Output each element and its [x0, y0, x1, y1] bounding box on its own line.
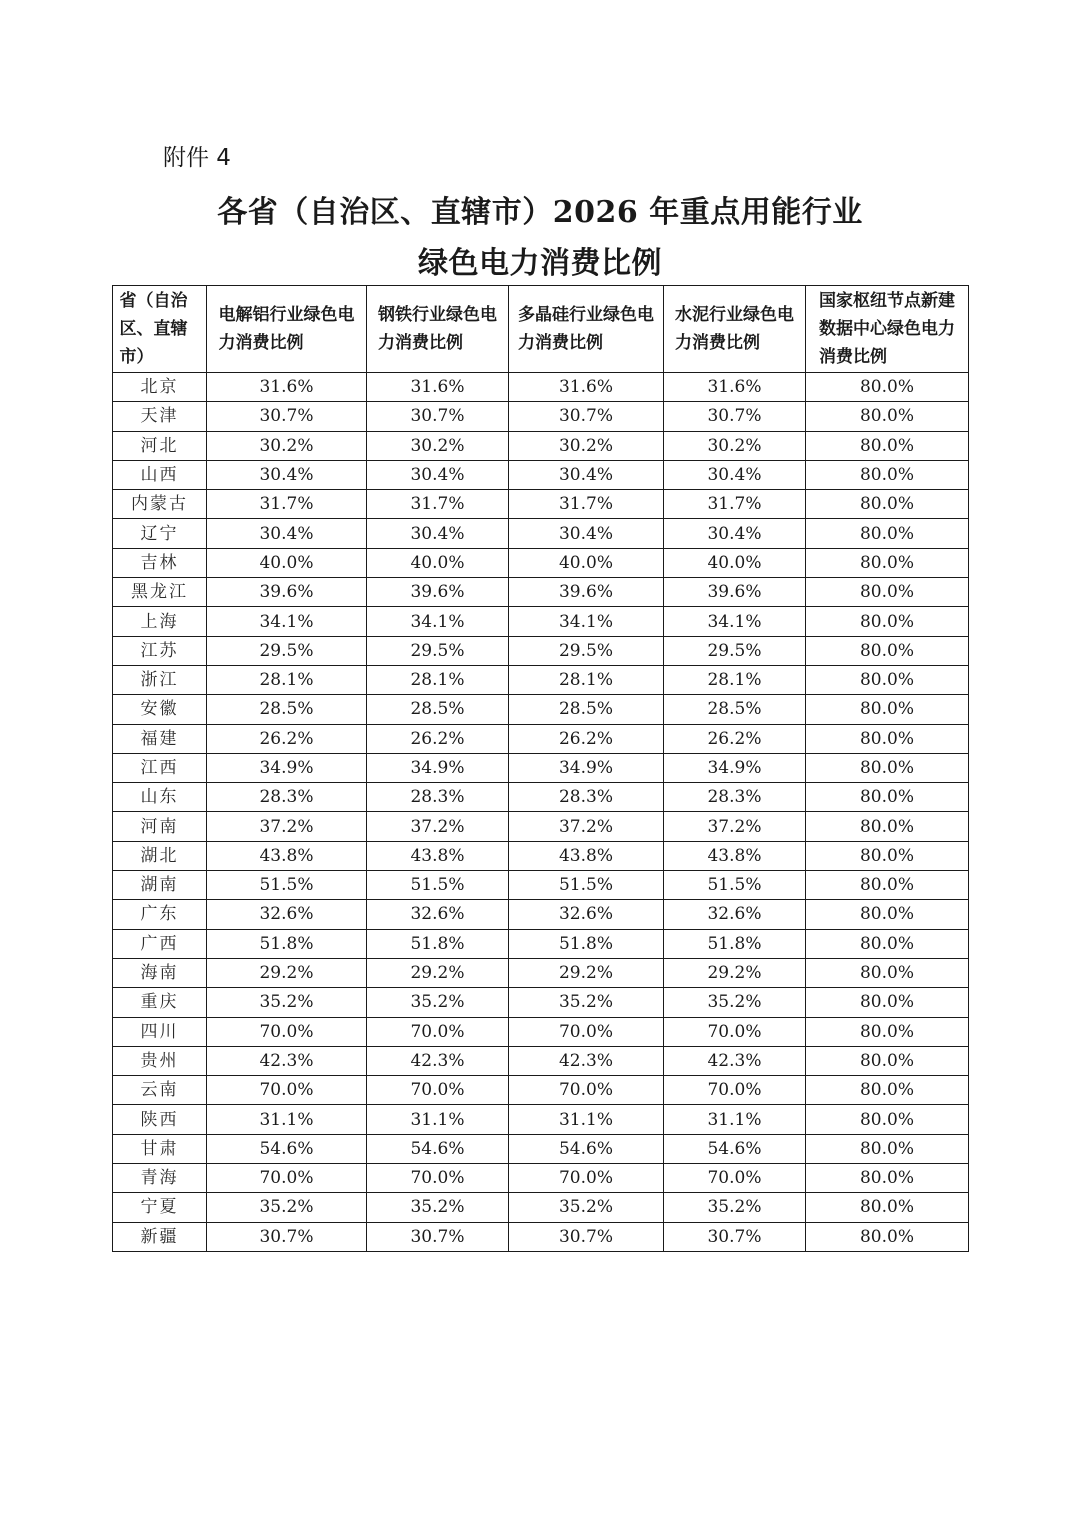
polysilicon-ratio-cell: 54.6% — [509, 1134, 664, 1163]
steel-ratio-cell: 40.0% — [367, 548, 509, 577]
steel-ratio-cell: 28.1% — [367, 665, 509, 694]
table-row — [113, 1105, 969, 1134]
cement-ratio-cell: 29.2% — [664, 958, 806, 987]
province-cell: 江西 — [113, 753, 207, 782]
aluminum-ratio-cell: 42.3% — [207, 1046, 367, 1075]
province-cell: 内蒙古 — [113, 490, 207, 519]
aluminum-ratio-cell: 70.0% — [207, 1017, 367, 1046]
province-cell: 浙江 — [113, 665, 207, 694]
aluminum-ratio-cell: 51.8% — [207, 929, 367, 958]
steel-ratio-cell: 30.4% — [367, 460, 509, 489]
steel-ratio-cell: 39.6% — [367, 578, 509, 607]
polysilicon-ratio-cell: 51.5% — [509, 871, 664, 900]
cement-ratio-cell: 31.7% — [664, 490, 806, 519]
cement-ratio-cell: 30.2% — [664, 431, 806, 460]
data-center-ratio-cell: 80.0% — [806, 724, 969, 753]
table-row — [113, 929, 969, 958]
header-cement-label: 水泥行业绿色电力消费比例 — [675, 305, 794, 353]
data-center-ratio-cell: 80.0% — [806, 1193, 969, 1222]
steel-ratio-cell: 34.9% — [367, 753, 509, 782]
aluminum-ratio-cell: 29.5% — [207, 636, 367, 665]
table-row — [113, 490, 969, 519]
data-center-ratio-cell: 80.0% — [806, 812, 969, 841]
polysilicon-ratio-cell: 28.3% — [509, 783, 664, 812]
aluminum-ratio-cell: 34.1% — [207, 607, 367, 636]
aluminum-ratio-cell: 35.2% — [207, 1193, 367, 1222]
data-center-ratio-cell: 80.0% — [806, 431, 969, 460]
cement-ratio-cell: 35.2% — [664, 1193, 806, 1222]
province-cell: 安徽 — [113, 695, 207, 724]
province-cell: 天津 — [113, 402, 207, 431]
table-body — [113, 373, 969, 1252]
table-row — [113, 871, 969, 900]
table-row — [113, 460, 969, 489]
table-row — [113, 548, 969, 577]
table-row — [113, 578, 969, 607]
table-row — [113, 1046, 969, 1075]
steel-ratio-cell: 51.5% — [367, 871, 509, 900]
polysilicon-ratio-cell: 35.2% — [509, 988, 664, 1017]
cement-ratio-cell: 34.9% — [664, 753, 806, 782]
table-row — [113, 1164, 969, 1193]
steel-ratio-cell: 43.8% — [367, 841, 509, 870]
polysilicon-ratio-cell: 29.2% — [509, 958, 664, 987]
province-cell: 广东 — [113, 900, 207, 929]
aluminum-ratio-cell: 54.6% — [207, 1134, 367, 1163]
cement-ratio-cell: 34.1% — [664, 607, 806, 636]
province-cell: 贵州 — [113, 1046, 207, 1075]
table-row — [113, 841, 969, 870]
polysilicon-ratio-cell: 28.1% — [509, 665, 664, 694]
header-aluminum-label: 电解铝行业绿色电力消费比例 — [218, 305, 355, 353]
province-cell: 海南 — [113, 958, 207, 987]
table-row — [113, 1017, 969, 1046]
data-center-ratio-cell: 80.0% — [806, 1046, 969, 1075]
steel-ratio-cell: 31.7% — [367, 490, 509, 519]
table-row — [113, 783, 969, 812]
data-center-ratio-cell: 80.0% — [806, 1164, 969, 1193]
aluminum-ratio-cell: 28.5% — [207, 695, 367, 724]
data-center-ratio-cell: 80.0% — [806, 548, 969, 577]
data-center-ratio-cell: 80.0% — [806, 1222, 969, 1251]
header-data-center — [806, 286, 969, 373]
header-cement — [664, 286, 806, 373]
aluminum-ratio-cell: 32.6% — [207, 900, 367, 929]
steel-ratio-cell: 51.8% — [367, 929, 509, 958]
cement-ratio-cell: 51.5% — [664, 871, 806, 900]
steel-ratio-cell: 29.5% — [367, 636, 509, 665]
province-cell: 北京 — [113, 373, 207, 402]
cement-ratio-cell: 43.8% — [664, 841, 806, 870]
table-row — [113, 812, 969, 841]
cement-ratio-cell: 70.0% — [664, 1164, 806, 1193]
polysilicon-ratio-cell: 26.2% — [509, 724, 664, 753]
aluminum-ratio-cell: 30.7% — [207, 1222, 367, 1251]
table-row — [113, 402, 969, 431]
province-cell: 青海 — [113, 1164, 207, 1193]
aluminum-ratio-cell: 40.0% — [207, 548, 367, 577]
province-cell: 陕西 — [113, 1105, 207, 1134]
cement-ratio-cell: 30.4% — [664, 519, 806, 548]
cement-ratio-cell: 70.0% — [664, 1017, 806, 1046]
province-cell: 上海 — [113, 607, 207, 636]
table-row — [113, 724, 969, 753]
table-row — [113, 431, 969, 460]
table-row — [113, 695, 969, 724]
polysilicon-ratio-cell: 34.9% — [509, 753, 664, 782]
aluminum-ratio-cell: 39.6% — [207, 578, 367, 607]
data-center-ratio-cell: 80.0% — [806, 988, 969, 1017]
table-row — [113, 753, 969, 782]
table-row — [113, 373, 969, 402]
steel-ratio-cell: 30.2% — [367, 431, 509, 460]
cement-ratio-cell: 42.3% — [664, 1046, 806, 1075]
table-row — [113, 900, 969, 929]
data-center-ratio-cell: 80.0% — [806, 578, 969, 607]
table-row — [113, 665, 969, 694]
province-cell: 湖北 — [113, 841, 207, 870]
data-center-ratio-cell: 80.0% — [806, 695, 969, 724]
steel-ratio-cell: 35.2% — [367, 988, 509, 1017]
steel-ratio-cell: 26.2% — [367, 724, 509, 753]
header-steel-label: 钢铁行业绿色电力消费比例 — [378, 305, 497, 353]
steel-ratio-cell: 31.1% — [367, 1105, 509, 1134]
cement-ratio-cell: 28.1% — [664, 665, 806, 694]
aluminum-ratio-cell: 30.4% — [207, 519, 367, 548]
steel-ratio-cell: 37.2% — [367, 812, 509, 841]
header-steel — [367, 286, 509, 373]
province-cell: 辽宁 — [113, 519, 207, 548]
data-center-ratio-cell: 80.0% — [806, 636, 969, 665]
aluminum-ratio-cell: 26.2% — [207, 724, 367, 753]
province-cell: 山东 — [113, 783, 207, 812]
attachment-label: 附件 4 — [163, 145, 231, 171]
polysilicon-ratio-cell: 39.6% — [509, 578, 664, 607]
polysilicon-ratio-cell: 31.6% — [509, 373, 664, 402]
table-row — [113, 1076, 969, 1105]
table-row — [113, 958, 969, 987]
cement-ratio-cell: 40.0% — [664, 548, 806, 577]
cement-ratio-cell: 30.7% — [664, 402, 806, 431]
data-center-ratio-cell: 80.0% — [806, 373, 969, 402]
data-center-ratio-cell: 80.0% — [806, 1017, 969, 1046]
data-center-ratio-cell: 80.0% — [806, 665, 969, 694]
steel-ratio-cell: 30.7% — [367, 1222, 509, 1251]
data-center-ratio-cell: 80.0% — [806, 519, 969, 548]
cement-ratio-cell: 30.4% — [664, 460, 806, 489]
province-cell: 黑龙江 — [113, 578, 207, 607]
data-center-ratio-cell: 80.0% — [806, 1076, 969, 1105]
cement-ratio-cell: 54.6% — [664, 1134, 806, 1163]
table-row — [113, 1222, 969, 1251]
province-cell: 广西 — [113, 929, 207, 958]
province-cell: 云南 — [113, 1076, 207, 1105]
table-row — [113, 1193, 969, 1222]
province-cell: 四川 — [113, 1017, 207, 1046]
cement-ratio-cell: 30.7% — [664, 1222, 806, 1251]
steel-ratio-cell: 70.0% — [367, 1017, 509, 1046]
steel-ratio-cell: 35.2% — [367, 1193, 509, 1222]
document-title-line-1: 各省（自治区、直辖市）2026 年重点用能行业 — [217, 195, 863, 230]
aluminum-ratio-cell: 31.6% — [207, 373, 367, 402]
aluminum-ratio-cell: 30.7% — [207, 402, 367, 431]
steel-ratio-cell: 28.5% — [367, 695, 509, 724]
cement-ratio-cell: 31.6% — [664, 373, 806, 402]
polysilicon-ratio-cell: 40.0% — [509, 548, 664, 577]
header-province-label: 省（自治区、直辖市） — [119, 291, 188, 367]
steel-ratio-cell: 31.6% — [367, 373, 509, 402]
polysilicon-ratio-cell: 37.2% — [509, 812, 664, 841]
data-center-ratio-cell: 80.0% — [806, 929, 969, 958]
table-row — [113, 988, 969, 1017]
data-center-ratio-cell: 80.0% — [806, 1105, 969, 1134]
data-center-ratio-cell: 80.0% — [806, 783, 969, 812]
cement-ratio-cell: 32.6% — [664, 900, 806, 929]
steel-ratio-cell: 30.4% — [367, 519, 509, 548]
cement-ratio-cell: 39.6% — [664, 578, 806, 607]
document-title-line-2: 绿色电力消费比例 — [418, 246, 662, 281]
province-cell: 甘肃 — [113, 1134, 207, 1163]
polysilicon-ratio-cell: 42.3% — [509, 1046, 664, 1075]
polysilicon-ratio-cell: 70.0% — [509, 1076, 664, 1105]
header-province — [113, 286, 207, 373]
polysilicon-ratio-cell: 30.7% — [509, 402, 664, 431]
data-center-ratio-cell: 80.0% — [806, 607, 969, 636]
header-aluminum — [207, 286, 367, 373]
steel-ratio-cell: 30.7% — [367, 402, 509, 431]
polysilicon-ratio-cell: 70.0% — [509, 1164, 664, 1193]
polysilicon-ratio-cell: 31.1% — [509, 1105, 664, 1134]
data-center-ratio-cell: 80.0% — [806, 871, 969, 900]
aluminum-ratio-cell: 29.2% — [207, 958, 367, 987]
steel-ratio-cell: 32.6% — [367, 900, 509, 929]
data-center-ratio-cell: 80.0% — [806, 490, 969, 519]
province-cell: 河北 — [113, 431, 207, 460]
aluminum-ratio-cell: 30.4% — [207, 460, 367, 489]
data-center-ratio-cell: 80.0% — [806, 460, 969, 489]
province-cell: 吉林 — [113, 548, 207, 577]
province-cell: 重庆 — [113, 988, 207, 1017]
header-polysilicon-label: 多晶硅行业绿色电力消费比例 — [518, 305, 654, 353]
data-center-ratio-cell: 80.0% — [806, 402, 969, 431]
province-cell: 江苏 — [113, 636, 207, 665]
data-center-ratio-cell: 80.0% — [806, 841, 969, 870]
data-center-ratio-cell: 80.0% — [806, 900, 969, 929]
cement-ratio-cell: 51.8% — [664, 929, 806, 958]
steel-ratio-cell: 54.6% — [367, 1134, 509, 1163]
polysilicon-ratio-cell: 30.4% — [509, 519, 664, 548]
aluminum-ratio-cell: 37.2% — [207, 812, 367, 841]
table-row — [113, 636, 969, 665]
province-cell: 山西 — [113, 460, 207, 489]
header-polysilicon — [509, 286, 664, 373]
aluminum-ratio-cell: 28.3% — [207, 783, 367, 812]
table-row — [113, 519, 969, 548]
polysilicon-ratio-cell: 30.4% — [509, 460, 664, 489]
table-header-row — [113, 286, 969, 373]
polysilicon-ratio-cell: 43.8% — [509, 841, 664, 870]
aluminum-ratio-cell: 28.1% — [207, 665, 367, 694]
green-power-ratio-table — [112, 285, 969, 1252]
cement-ratio-cell: 37.2% — [664, 812, 806, 841]
table-row — [113, 607, 969, 636]
cement-ratio-cell: 35.2% — [664, 988, 806, 1017]
header-data-center-label: 国家枢纽节点新建数据中心绿色电力消费比例 — [819, 291, 955, 367]
data-center-ratio-cell: 80.0% — [806, 958, 969, 987]
steel-ratio-cell: 34.1% — [367, 607, 509, 636]
aluminum-ratio-cell: 51.5% — [207, 871, 367, 900]
polysilicon-ratio-cell: 30.7% — [509, 1222, 664, 1251]
steel-ratio-cell: 28.3% — [367, 783, 509, 812]
aluminum-ratio-cell: 34.9% — [207, 753, 367, 782]
province-cell: 新疆 — [113, 1222, 207, 1251]
province-cell: 湖南 — [113, 871, 207, 900]
cement-ratio-cell: 70.0% — [664, 1076, 806, 1105]
province-cell: 河南 — [113, 812, 207, 841]
polysilicon-ratio-cell: 30.2% — [509, 431, 664, 460]
polysilicon-ratio-cell: 35.2% — [509, 1193, 664, 1222]
aluminum-ratio-cell: 31.7% — [207, 490, 367, 519]
aluminum-ratio-cell: 31.1% — [207, 1105, 367, 1134]
aluminum-ratio-cell: 35.2% — [207, 988, 367, 1017]
steel-ratio-cell: 70.0% — [367, 1164, 509, 1193]
cement-ratio-cell: 29.5% — [664, 636, 806, 665]
steel-ratio-cell: 29.2% — [367, 958, 509, 987]
province-cell: 宁夏 — [113, 1193, 207, 1222]
data-center-ratio-cell: 80.0% — [806, 753, 969, 782]
cement-ratio-cell: 28.5% — [664, 695, 806, 724]
aluminum-ratio-cell: 30.2% — [207, 431, 367, 460]
polysilicon-ratio-cell: 32.6% — [509, 900, 664, 929]
province-cell: 福建 — [113, 724, 207, 753]
polysilicon-ratio-cell: 28.5% — [509, 695, 664, 724]
data-center-ratio-cell: 80.0% — [806, 1134, 969, 1163]
aluminum-ratio-cell: 70.0% — [207, 1164, 367, 1193]
polysilicon-ratio-cell: 51.8% — [509, 929, 664, 958]
cement-ratio-cell: 31.1% — [664, 1105, 806, 1134]
polysilicon-ratio-cell: 70.0% — [509, 1017, 664, 1046]
polysilicon-ratio-cell: 29.5% — [509, 636, 664, 665]
table-row — [113, 1134, 969, 1163]
polysilicon-ratio-cell: 34.1% — [509, 607, 664, 636]
steel-ratio-cell: 42.3% — [367, 1046, 509, 1075]
polysilicon-ratio-cell: 31.7% — [509, 490, 664, 519]
cement-ratio-cell: 28.3% — [664, 783, 806, 812]
aluminum-ratio-cell: 43.8% — [207, 841, 367, 870]
steel-ratio-cell: 70.0% — [367, 1076, 509, 1105]
cement-ratio-cell: 26.2% — [664, 724, 806, 753]
aluminum-ratio-cell: 70.0% — [207, 1076, 367, 1105]
